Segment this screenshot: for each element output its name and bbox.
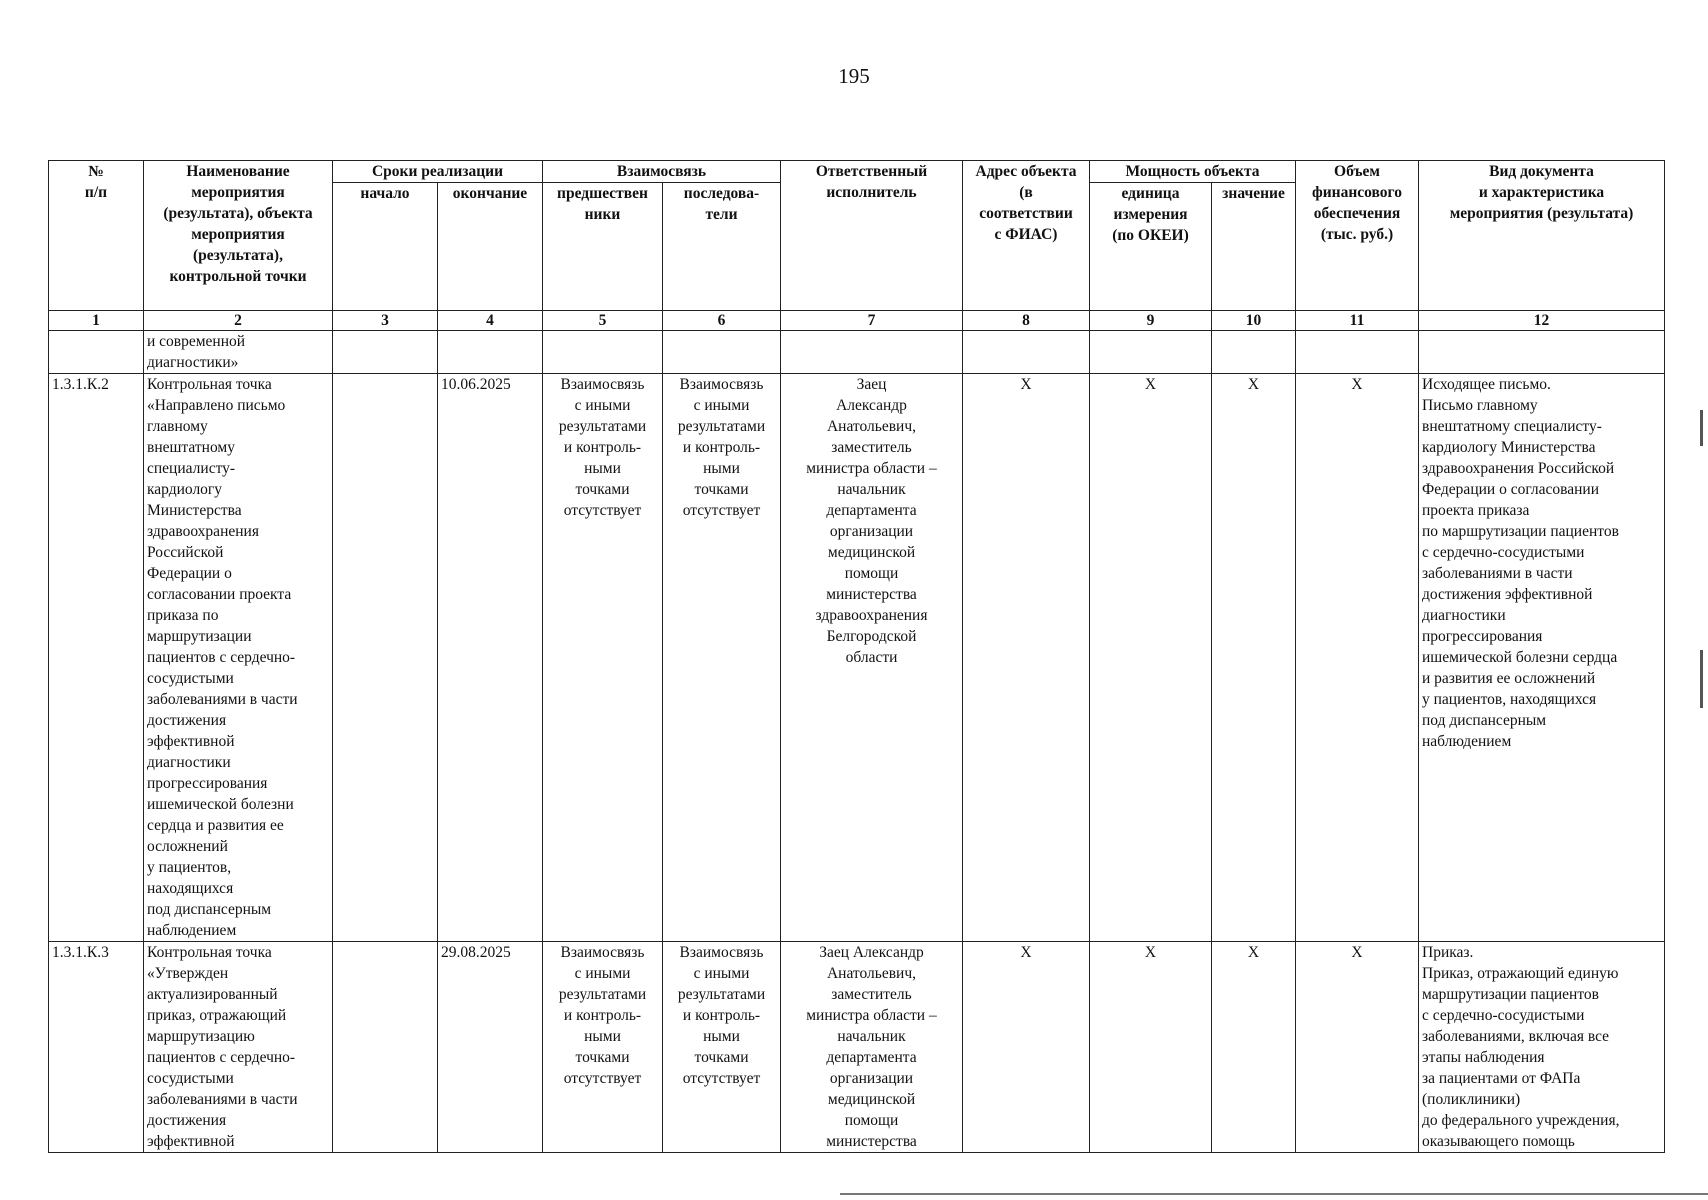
header-funding: Объем финансового обеспечения (тыс. руб.) <box>1296 161 1419 311</box>
cell-value: X <box>1212 374 1296 942</box>
cell-funding: X <box>1296 942 1419 1153</box>
cell-funding: X <box>1296 374 1419 942</box>
table-row <box>49 942 1665 1153</box>
column-number-row <box>49 311 1665 331</box>
cell-doc-type: Исходящее письмо. Письмо главному внештатному специалисту- кардиологу Министерства здравоохранения Российской Федерации о согласовании проекта приказа по маршрутизации пациентов с сердечно-сосудистыми заболеваниями в части достижения эффективной диагностики прогрессирования ишемической болезни сердца и развития ее осложнений у пациентов, находящихся под диспансерным наблюдением <box>1419 374 1665 942</box>
column-number: 1 <box>49 311 144 331</box>
header-terms: Сроки реализации <box>333 161 543 183</box>
column-number: 10 <box>1212 311 1296 331</box>
header-num: № п/п <box>49 161 144 311</box>
scan-bottom-line <box>840 1193 1708 1195</box>
cell-unit: X <box>1090 374 1212 942</box>
cell-num <box>49 331 144 374</box>
cell-start <box>333 942 438 1153</box>
continuation-row <box>49 331 1665 374</box>
scan-edge-mark <box>1700 650 1703 708</box>
cell-num: 1.3.1.К.3 <box>49 942 144 1153</box>
header-responsible: Ответственный исполнитель <box>781 161 963 311</box>
column-number: 2 <box>144 311 333 331</box>
cell-predecessors: Взаимосвязь с иными результатами и контроль- ными точками отсутствует <box>543 942 663 1153</box>
cell-start <box>333 374 438 942</box>
scan-edge-mark <box>1700 410 1703 446</box>
header-relation: Взаимосвязь <box>543 161 781 183</box>
cell-address: X <box>963 942 1090 1153</box>
cell-num: 1.3.1.К.2 <box>49 374 144 942</box>
cell-end: 10.06.2025 <box>438 374 543 942</box>
table-row <box>49 374 1665 942</box>
header-capacity: Мощность объекта <box>1090 161 1296 183</box>
cell-predecessors: Взаимосвязь с иными результатами и контроль- ными точками отсутствует <box>543 374 663 942</box>
cell-end <box>438 331 543 374</box>
cell-responsible: Заец Александр Анатольевич, заместитель министра области – начальник департамента организации медицинской помощи министерства здравоохранения Белгородской области <box>781 374 963 942</box>
column-number: 8 <box>963 311 1090 331</box>
column-number: 7 <box>781 311 963 331</box>
plan-table <box>48 160 1665 1153</box>
cell-value: X <box>1212 942 1296 1153</box>
cell-value <box>1212 331 1296 374</box>
cell-name: и современной диагностики» <box>144 331 333 374</box>
cell-name: Контрольная точка «Направлено письмо главному внештатному специалисту- кардиологу Министерства здравоохранения Российской Федерации о согласовании проекта приказа по маршрутизации пациентов с сердечно- сосудистыми заболеваниями в части достижения эффективной диагностики прогрессирования ишемической болезни сердца и развития ее осложнений у пациентов, находящихся под диспансерным наблюдением <box>144 374 333 942</box>
cell-end: 29.08.2025 <box>438 942 543 1153</box>
cell-unit: X <box>1090 942 1212 1153</box>
page-number: 195 <box>838 64 870 88</box>
header-address: Адрес объекта (в соответствии с ФИАС) <box>963 161 1090 311</box>
column-number: 5 <box>543 311 663 331</box>
column-number: 4 <box>438 311 543 331</box>
cell-start <box>333 331 438 374</box>
cell-successors <box>663 331 781 374</box>
header-unit: единица измерения (по ОКЕИ) <box>1090 183 1212 311</box>
cell-successors: Взаимосвязь с иными результатами и контроль- ными точками отсутствует <box>663 374 781 942</box>
header-doc-type: Вид документа и характеристика мероприятия (результата) <box>1419 161 1665 311</box>
cell-predecessors <box>543 331 663 374</box>
header-value: значение <box>1212 183 1296 311</box>
column-number: 12 <box>1419 311 1665 331</box>
column-number: 9 <box>1090 311 1212 331</box>
header-name: Наименование мероприятия (результата), объекта мероприятия (результата), контрольной точки <box>144 161 333 311</box>
cell-doc-type <box>1419 331 1665 374</box>
header-predecessors: предшествен ники <box>543 183 663 311</box>
header-successors: последова- тели <box>663 183 781 311</box>
cell-address <box>963 331 1090 374</box>
cell-unit <box>1090 331 1212 374</box>
cell-doc-type: Приказ. Приказ, отражающий единую маршрутизации пациентов с сердечно-сосудистыми заболеваниями, включая все этапы наблюдения за пациентами от ФАПа (поликлиники) до федерального учреждения, оказывающего помощь <box>1419 942 1665 1153</box>
cell-successors: Взаимосвязь с иными результатами и контроль- ными точками отсутствует <box>663 942 781 1153</box>
header-end: окончание <box>438 183 543 311</box>
column-number: 3 <box>333 311 438 331</box>
cell-funding <box>1296 331 1419 374</box>
column-number: 6 <box>663 311 781 331</box>
header-row-top <box>49 161 1665 183</box>
cell-responsible <box>781 331 963 374</box>
cell-name: Контрольная точка «Утвержден актуализированный приказ, отражающий маршрутизацию пациентов с сердечно- сосудистыми заболеваниями в части достижения эффективной <box>144 942 333 1153</box>
column-number: 11 <box>1296 311 1419 331</box>
cell-responsible: Заец Александр Анатольевич, заместитель министра области – начальник департамента организации медицинской помощи министерства <box>781 942 963 1153</box>
header-start: начало <box>333 183 438 311</box>
cell-address: X <box>963 374 1090 942</box>
